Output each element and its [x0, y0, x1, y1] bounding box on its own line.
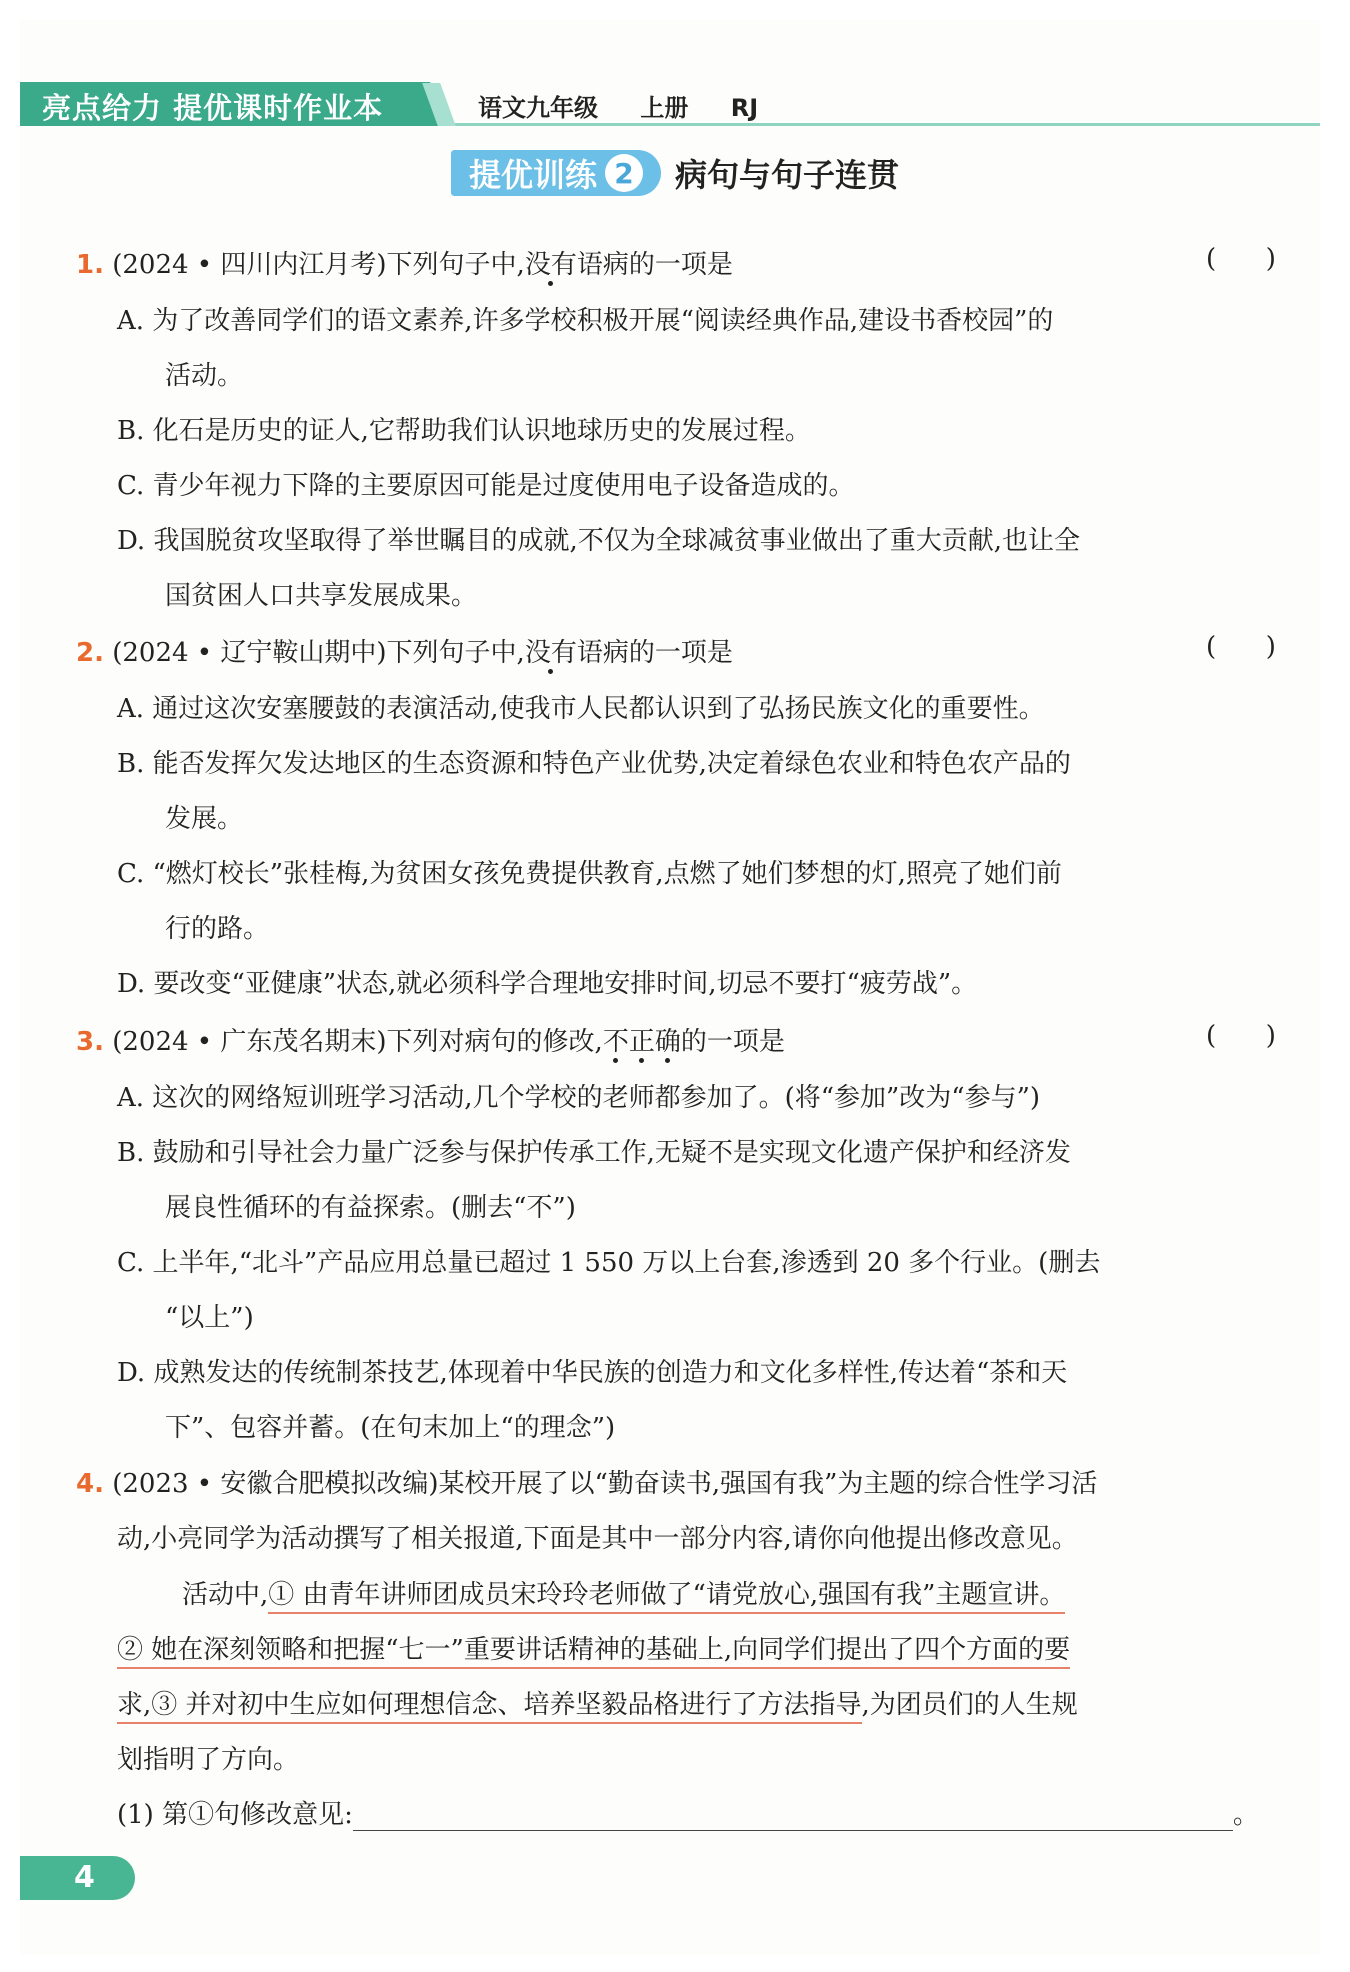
section-heading [0, 150, 1350, 196]
emphasized-char: 不 [602, 1027, 629, 1057]
sentence-1: ① 由青年讲师团成员宋玲玲老师做了“请党放心,强国有我”主题宣讲。 [268, 1580, 1065, 1614]
option-c: C. 上半年,“北斗”产品应用总量已超过 1 550 万以上台套,渗透到 20 多个行业。(删去 [117, 1248, 1101, 1278]
option-d-continued: 国贫困人口共享发展成果。 [165, 581, 478, 611]
option-d-continued: 下”、包容并蓄。(在句末加上“的理念”) [165, 1413, 616, 1443]
option-a: A. 为了改善同学们的语文素养,许多学校积极开展“阅读经典作品,建设书香校园”的 [117, 306, 1054, 336]
option-b-continued: 展良性循环的有益探索。(删去“不”) [165, 1193, 576, 1223]
edition-label: RJ [730, 94, 759, 122]
option-c-continued: “以上”) [165, 1303, 254, 1333]
passage-line-1 [182, 1574, 1065, 1611]
stem-text: (2024 • 广东茂名期末)下列对病句的修改, [112, 1027, 603, 1057]
question-number: 2. [76, 638, 104, 668]
sentence-3: ③ 并对初中生应如何理想信念、培养坚毅品格进行了方法指导 [151, 1690, 861, 1724]
answer-blank[interactable] [353, 1806, 1233, 1831]
section-badge-label: 提优训练 [468, 156, 597, 194]
option-a-continued: 活动。 [165, 361, 244, 391]
emphasized-text: 没有 [524, 638, 577, 668]
option-d: D. 我国脱贫攻坚取得了举世瞩目的成就,不仅为全球减贫事业做出了重大贡献,也让全 [117, 526, 1080, 556]
option-b: B. 化石是历史的证人,它帮助我们认识地球历史的发展过程。 [117, 416, 811, 446]
section-number: 2 [605, 154, 643, 192]
sub-question-end: 。 [1232, 1800, 1259, 1830]
option-b-continued: 发展。 [165, 804, 244, 834]
passage-line-3 [117, 1684, 1078, 1721]
option-c: C. “燃灯校长”张桂梅,为贫困女孩免费提供教育,点燃了她们梦想的灯,照亮了她们前 [117, 859, 1062, 889]
emphasized-text [603, 1027, 681, 1057]
question-2-stem [76, 632, 733, 669]
option-a: A. 通过这次安塞腰鼓的表演活动,使我市人民都认识到了弘扬民族文化的重要性。 [117, 694, 1045, 724]
option-a: A. 这次的网络短训班学习活动,几个学校的老师都参加了。(将“参加”改为“参与”) [117, 1083, 1041, 1113]
series-title: 亮点给力 提优课时作业本 [42, 91, 384, 125]
option-b: B. 鼓励和引导社会力量广泛参与保护传承工作,无疑不是实现文化遗产保护和经济发 [117, 1138, 1071, 1168]
passage-text: 活动中, [182, 1580, 269, 1610]
volume-label: 上册 [640, 94, 689, 122]
stem-text: (2023 • 安徽合肥模拟改编)某校开展了以“勤奋读书,强国有我”为主题的综合性学习活 [112, 1469, 1098, 1499]
option-d: D. 成熟发达的传统制茶技艺,体现着中华民族的创造力和文化多样性,传达着“茶和天 [117, 1358, 1068, 1388]
page-number: 4 [20, 1856, 135, 1900]
sub-question-label: (1) 第①句修改意见: [117, 1800, 353, 1830]
option-c-continued: 行的路。 [165, 914, 270, 944]
section-badge [451, 150, 661, 196]
answer-bracket: ( ) [1206, 632, 1276, 662]
stem-text: 的一项是 [680, 1027, 785, 1057]
question-number: 3. [76, 1027, 104, 1057]
emphasized-char: 正 [628, 1027, 655, 1057]
question-1-stem [76, 244, 733, 281]
emphasized-char: 确 [654, 1027, 681, 1057]
passage-line-4: 划指明了方向。 [117, 1745, 300, 1775]
answer-bracket: ( ) [1206, 1021, 1276, 1051]
stem-text: 语病的一项是 [576, 638, 733, 668]
sentence-2-end: 求, [117, 1690, 151, 1724]
option-c: C. 青少年视力下降的主要原因可能是过度使用电子设备造成的。 [117, 471, 855, 501]
option-b: B. 能否发挥欠发达地区的生态资源和特色产业优势,决定着绿色农业和特色农产品的 [117, 749, 1071, 779]
subject-label: 语文九年级 [478, 94, 598, 122]
option-d: D. 要改变“亚健康”状态,就必须科学合理地安排时间,切忌不要打“疲劳战”。 [117, 969, 978, 999]
section-title: 病句与句子连贯 [675, 156, 900, 194]
stem-text: 语病的一项是 [576, 250, 733, 280]
stem-text: (2024 • 四川内江月考)下列句子中, [112, 250, 525, 280]
sentence-2: ② 她在深刻领略和把握“七一”重要讲话精神的基础上,向同学们提出了四个方面的要 [117, 1635, 1070, 1669]
question-3-stem [76, 1021, 785, 1058]
passage-text: ,为团员们的人生规 [861, 1690, 1078, 1720]
book-info [478, 88, 792, 123]
answer-bracket: ( ) [1206, 244, 1276, 274]
passage-line-2 [117, 1629, 1070, 1666]
question-4-stem-continued: 动,小亮同学为活动撰写了相关报道,下面是其中一部分内容,请你向他提出修改意见。 [117, 1524, 1078, 1554]
question-4-stem [76, 1463, 1097, 1500]
question-number: 1. [76, 250, 104, 280]
stem-text: (2024 • 辽宁鞍山期中)下列句子中, [112, 638, 525, 668]
question-number: 4. [76, 1469, 104, 1499]
emphasized-text: 没有 [524, 250, 577, 280]
sub-question-1 [117, 1794, 1259, 1831]
